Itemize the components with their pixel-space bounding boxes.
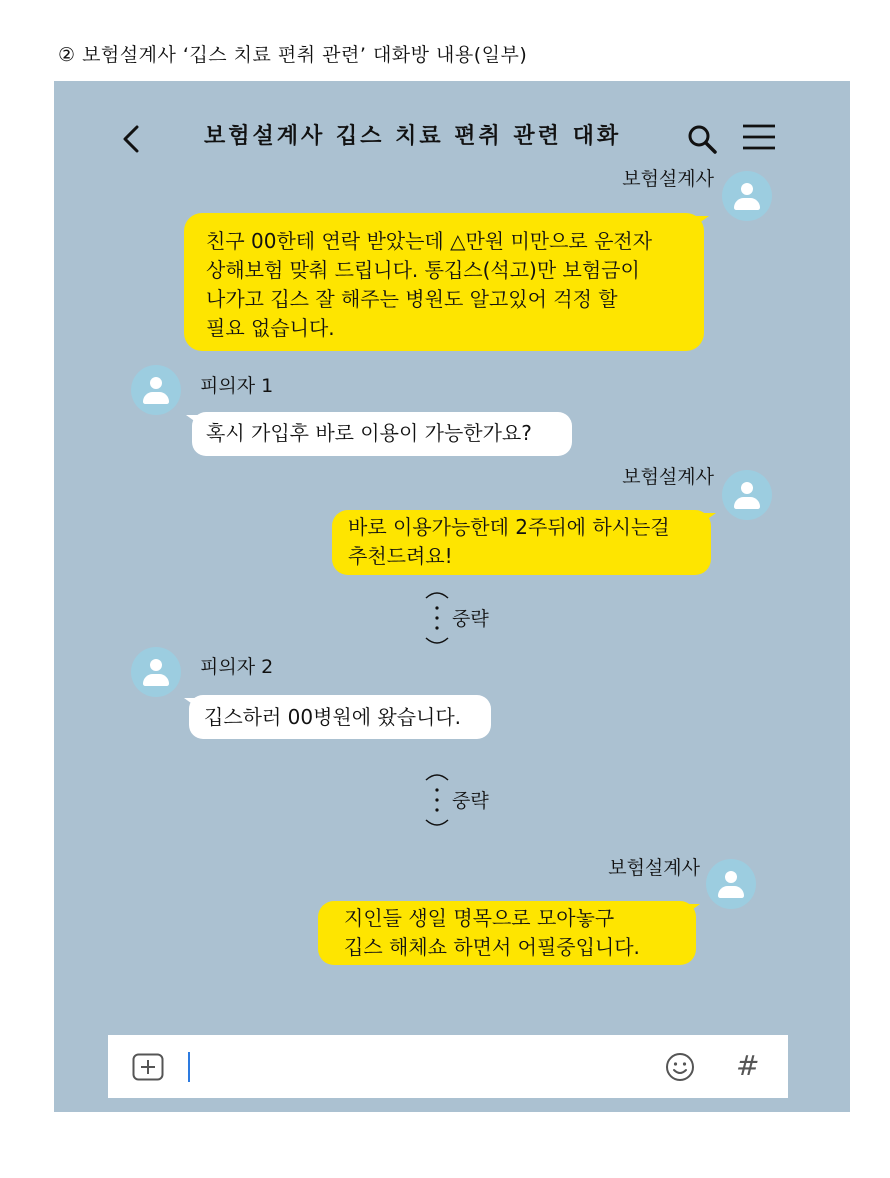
smiley-icon[interactable] [664,1051,696,1083]
vertical-ellipsis-icon [422,770,452,830]
message-input-bar [108,1035,788,1098]
hamburger-menu-icon[interactable] [742,123,776,153]
message-bubble[interactable]: 혹시 가입후 바로 이용이 가능한가요? [192,412,572,456]
chat-screen [54,81,850,1112]
vertical-ellipsis-icon [422,588,452,648]
message-bubble[interactable]: 깁스하러 00병원에 왔습니다. [189,695,491,739]
message-bubble[interactable]: 친구 00한테 연락 받았는데 △만원 미만으로 운전자 상해보험 맞춰 드립니다. 통깁스(석고)만 보험금이 나가고 깁스 잘 해주는 병원도 알고있어 걱정 할 필요 없습니다. [184,213,704,351]
sender-name: 피의자 2 [200,656,274,678]
sender-name: 보험설계사 [622,466,714,488]
sender-name: 보험설계사 [622,168,714,190]
figure-caption: ② 보험설계사 ‘깁스 치료 편취 관련’ 대화방 내용(일부) [58,44,528,66]
hash-icon[interactable]: # [736,1049,760,1082]
message-bubble[interactable]: 바로 이용가능한데 2주뒤에 하시는걸 추천드려요! [332,510,711,575]
avatar[interactable] [722,470,772,520]
search-icon[interactable] [686,123,718,155]
avatar[interactable] [706,859,756,909]
omission-marker [422,588,542,648]
omission-label: 중략 [452,790,489,812]
sender-name: 보험설계사 [608,857,700,879]
avatar[interactable] [722,171,772,221]
sender-name: 피의자 1 [200,375,274,397]
omission-marker [422,770,542,830]
avatar[interactable] [131,647,181,697]
chevron-left-icon[interactable] [120,124,142,154]
omission-label: 중략 [452,608,489,630]
message-input[interactable] [188,1052,190,1082]
avatar[interactable] [131,365,181,415]
chat-title: 보험설계사 깁스 치료 편취 관련 대화 [204,124,622,149]
plus-square-icon[interactable] [132,1053,164,1081]
message-bubble[interactable]: 지인들 생일 명목으로 모아놓구 깁스 해체쇼 하면서 어필중입니다. [318,901,696,965]
